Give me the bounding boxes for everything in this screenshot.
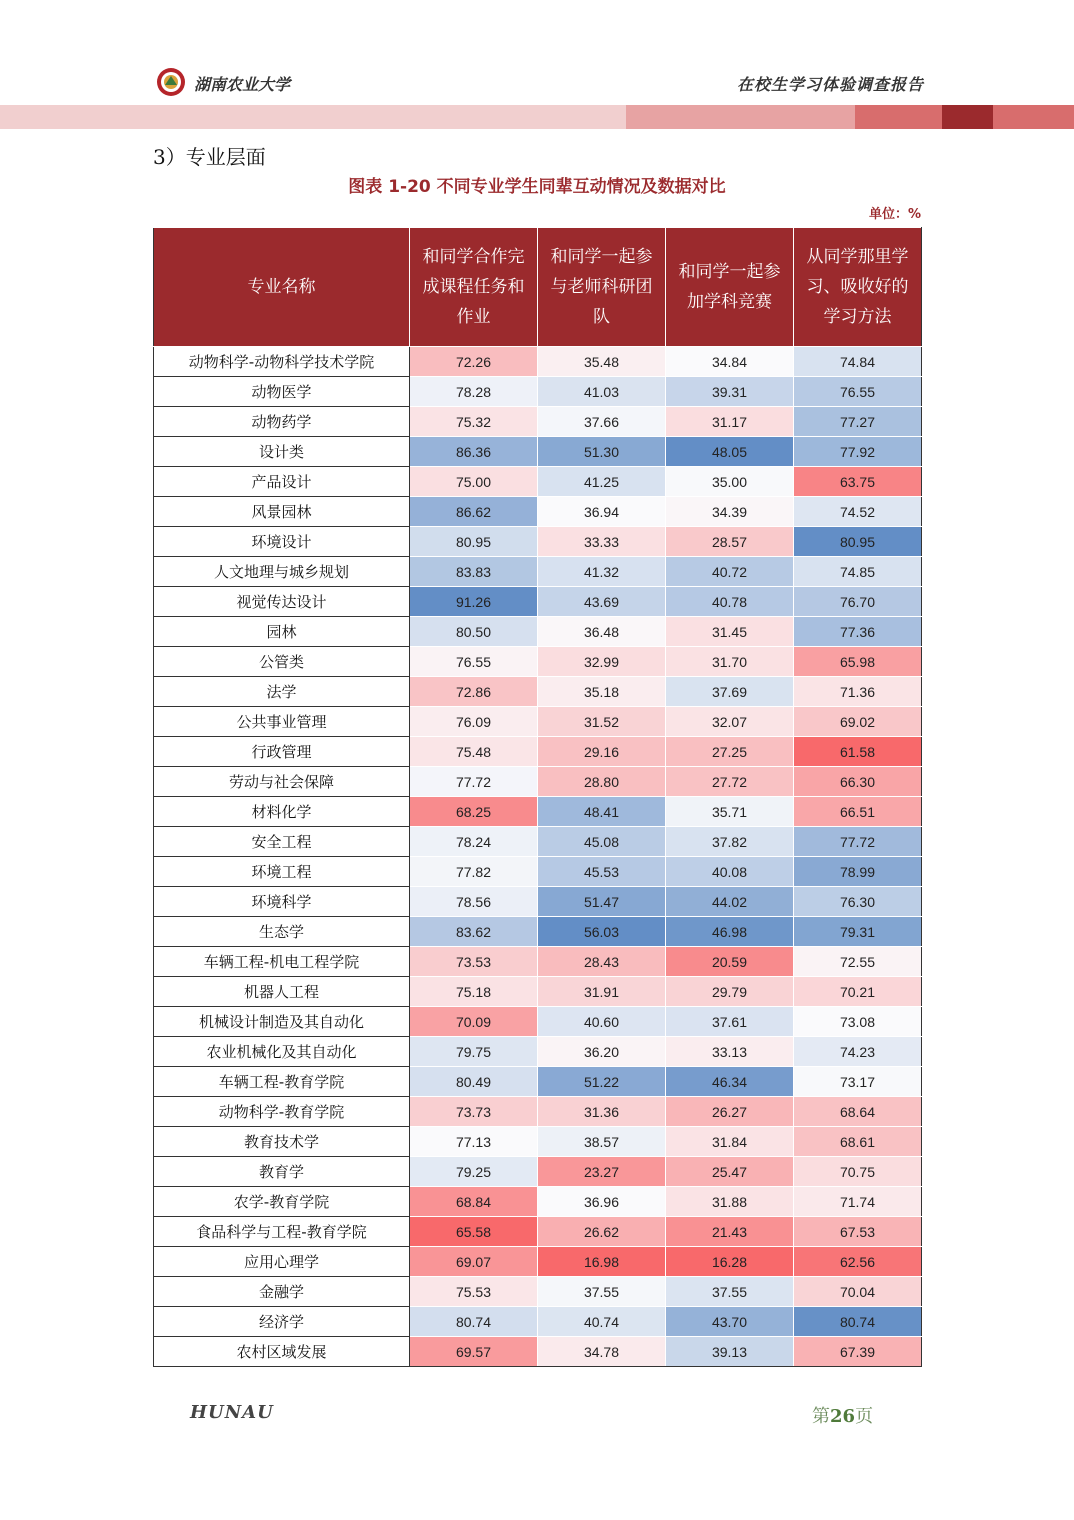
major-name-cell: 劳动与社会保障	[154, 767, 410, 797]
value-cell: 72.55	[794, 947, 922, 977]
table-row	[154, 737, 922, 767]
value-cell: 35.71	[666, 797, 794, 827]
value-cell: 76.55	[794, 377, 922, 407]
header-band-3	[855, 105, 942, 129]
table-row	[154, 1247, 922, 1277]
value-cell: 37.55	[666, 1277, 794, 1307]
major-name-cell: 环境工程	[154, 857, 410, 887]
value-cell: 26.27	[666, 1097, 794, 1127]
table-row	[154, 1037, 922, 1067]
value-cell: 75.18	[410, 977, 538, 1007]
value-cell: 69.07	[410, 1247, 538, 1277]
section-title: 3）专业层面	[153, 145, 266, 169]
value-cell: 69.02	[794, 707, 922, 737]
table-row	[154, 557, 922, 587]
major-name-cell: 材料化学	[154, 797, 410, 827]
table-row	[154, 887, 922, 917]
value-cell: 79.75	[410, 1037, 538, 1067]
value-cell: 28.80	[538, 767, 666, 797]
value-cell: 78.28	[410, 377, 538, 407]
value-cell: 32.99	[538, 647, 666, 677]
value-cell: 31.45	[666, 617, 794, 647]
major-name-cell: 视觉传达设计	[154, 587, 410, 617]
value-cell: 37.66	[538, 407, 666, 437]
value-cell: 31.88	[666, 1187, 794, 1217]
major-name-cell: 应用心理学	[154, 1247, 410, 1277]
value-cell: 56.03	[538, 917, 666, 947]
value-cell: 80.49	[410, 1067, 538, 1097]
major-name-cell: 车辆工程-教育学院	[154, 1067, 410, 1097]
value-cell: 74.84	[794, 347, 922, 377]
value-cell: 77.72	[410, 767, 538, 797]
value-cell: 43.69	[538, 587, 666, 617]
value-cell: 75.32	[410, 407, 538, 437]
header-band-5	[993, 105, 1074, 129]
table-row	[154, 437, 922, 467]
report-title: 在校生学习体验调查报告	[736, 75, 924, 94]
value-cell: 67.53	[794, 1217, 922, 1247]
major-name-cell: 动物医学	[154, 377, 410, 407]
value-cell: 86.62	[410, 497, 538, 527]
value-cell: 77.27	[794, 407, 922, 437]
value-cell: 21.43	[666, 1217, 794, 1247]
value-cell: 66.30	[794, 767, 922, 797]
value-cell: 91.26	[410, 587, 538, 617]
value-cell: 78.56	[410, 887, 538, 917]
major-name-cell: 动物科学-教育学院	[154, 1097, 410, 1127]
value-cell: 37.61	[666, 1007, 794, 1037]
table-row	[154, 347, 922, 377]
value-cell: 37.82	[666, 827, 794, 857]
table-row	[154, 1127, 922, 1157]
major-name-cell: 金融学	[154, 1277, 410, 1307]
value-cell: 35.48	[538, 347, 666, 377]
value-cell: 78.99	[794, 857, 922, 887]
table-row	[154, 467, 922, 497]
header-learning-methods: 从同学那里学习、吸收好的学习方法	[794, 228, 922, 347]
value-cell: 45.53	[538, 857, 666, 887]
table-row	[154, 1007, 922, 1037]
major-name-cell: 人文地理与城乡规划	[154, 557, 410, 587]
value-cell: 75.48	[410, 737, 538, 767]
value-cell: 34.84	[666, 347, 794, 377]
value-cell: 83.62	[410, 917, 538, 947]
table-row	[154, 527, 922, 557]
value-cell: 26.62	[538, 1217, 666, 1247]
value-cell: 66.51	[794, 797, 922, 827]
major-name-cell: 环境科学	[154, 887, 410, 917]
value-cell: 34.78	[538, 1337, 666, 1367]
value-cell: 31.91	[538, 977, 666, 1007]
value-cell: 79.31	[794, 917, 922, 947]
value-cell: 65.98	[794, 647, 922, 677]
value-cell: 77.13	[410, 1127, 538, 1157]
value-cell: 48.41	[538, 797, 666, 827]
value-cell: 80.95	[794, 527, 922, 557]
value-cell: 31.17	[666, 407, 794, 437]
value-cell: 40.60	[538, 1007, 666, 1037]
value-cell: 20.59	[666, 947, 794, 977]
table-row	[154, 1097, 922, 1127]
value-cell: 29.79	[666, 977, 794, 1007]
value-cell: 80.74	[794, 1307, 922, 1337]
value-cell: 37.55	[538, 1277, 666, 1307]
table-row	[154, 677, 922, 707]
value-cell: 74.85	[794, 557, 922, 587]
value-cell: 46.34	[666, 1067, 794, 1097]
major-name-cell: 食品科学与工程-教育学院	[154, 1217, 410, 1247]
value-cell: 71.36	[794, 677, 922, 707]
university-name: 湖南农业大学	[194, 75, 291, 94]
value-cell: 25.47	[666, 1157, 794, 1187]
value-cell: 40.72	[666, 557, 794, 587]
value-cell: 73.08	[794, 1007, 922, 1037]
value-cell: 35.18	[538, 677, 666, 707]
major-name-cell: 动物科学-动物科学技术学院	[154, 347, 410, 377]
value-cell: 68.84	[410, 1187, 538, 1217]
value-cell: 62.56	[794, 1247, 922, 1277]
value-cell: 77.72	[794, 827, 922, 857]
page-suffix: 页	[855, 1406, 874, 1427]
value-cell: 77.82	[410, 857, 538, 887]
value-cell: 31.84	[666, 1127, 794, 1157]
table-row	[154, 1187, 922, 1217]
table-row	[154, 977, 922, 1007]
table-row	[154, 917, 922, 947]
value-cell: 76.30	[794, 887, 922, 917]
value-cell: 31.52	[538, 707, 666, 737]
major-name-cell: 农学-教育学院	[154, 1187, 410, 1217]
table-caption: 图表 1-20 不同专业学生同辈互动情况及数据对比	[348, 177, 726, 197]
header-research-team: 和同学一起参与老师科研团队	[538, 228, 666, 347]
table-row	[154, 827, 922, 857]
footer-logo-text: HUNAU	[190, 1402, 274, 1423]
table-row	[154, 1217, 922, 1247]
value-cell: 75.53	[410, 1277, 538, 1307]
value-cell: 38.57	[538, 1127, 666, 1157]
major-name-cell: 环境设计	[154, 527, 410, 557]
table-header-row	[154, 228, 922, 347]
header-band-4	[942, 105, 993, 129]
value-cell: 83.83	[410, 557, 538, 587]
major-name-cell: 产品设计	[154, 467, 410, 497]
value-cell: 27.25	[666, 737, 794, 767]
value-cell: 43.70	[666, 1307, 794, 1337]
major-name-cell: 教育技术学	[154, 1127, 410, 1157]
unit-label: 单位：%	[868, 207, 921, 222]
value-cell: 63.75	[794, 467, 922, 497]
major-name-cell: 行政管理	[154, 737, 410, 767]
university-logo-icon	[156, 67, 186, 97]
value-cell: 33.13	[666, 1037, 794, 1067]
table-row	[154, 377, 922, 407]
value-cell: 36.96	[538, 1187, 666, 1217]
major-name-cell: 法学	[154, 677, 410, 707]
major-name-cell: 设计类	[154, 437, 410, 467]
value-cell: 23.27	[538, 1157, 666, 1187]
value-cell: 39.13	[666, 1337, 794, 1367]
value-cell: 41.32	[538, 557, 666, 587]
value-cell: 45.08	[538, 827, 666, 857]
table-row	[154, 1157, 922, 1187]
value-cell: 77.92	[794, 437, 922, 467]
value-cell: 44.02	[666, 887, 794, 917]
value-cell: 41.03	[538, 377, 666, 407]
value-cell: 48.05	[666, 437, 794, 467]
value-cell: 51.47	[538, 887, 666, 917]
value-cell: 29.16	[538, 737, 666, 767]
page-prefix: 第	[812, 1406, 830, 1427]
value-cell: 27.72	[666, 767, 794, 797]
value-cell: 65.58	[410, 1217, 538, 1247]
value-cell: 36.94	[538, 497, 666, 527]
value-cell: 37.69	[666, 677, 794, 707]
value-cell: 68.61	[794, 1127, 922, 1157]
value-cell: 80.95	[410, 527, 538, 557]
value-cell: 70.04	[794, 1277, 922, 1307]
value-cell: 73.17	[794, 1067, 922, 1097]
value-cell: 86.36	[410, 437, 538, 467]
value-cell: 68.64	[794, 1097, 922, 1127]
value-cell: 40.08	[666, 857, 794, 887]
value-cell: 75.00	[410, 467, 538, 497]
major-name-cell: 安全工程	[154, 827, 410, 857]
header-course-cooperation: 和同学合作完成课程任务和作业	[410, 228, 538, 347]
value-cell: 79.25	[410, 1157, 538, 1187]
value-cell: 36.20	[538, 1037, 666, 1067]
page-number-value: 26	[830, 1406, 856, 1427]
value-cell: 73.73	[410, 1097, 538, 1127]
major-name-cell: 公管类	[154, 647, 410, 677]
table-row	[154, 1067, 922, 1097]
header-competition: 和同学一起参加学科竞赛	[666, 228, 794, 347]
value-cell: 71.74	[794, 1187, 922, 1217]
value-cell: 70.21	[794, 977, 922, 1007]
value-cell: 40.78	[666, 587, 794, 617]
value-cell: 68.25	[410, 797, 538, 827]
table-row	[154, 1307, 922, 1337]
value-cell: 74.52	[794, 497, 922, 527]
value-cell: 35.00	[666, 467, 794, 497]
table-row	[154, 1277, 922, 1307]
header-band-2	[626, 105, 855, 129]
value-cell: 41.25	[538, 467, 666, 497]
major-name-cell: 动物药学	[154, 407, 410, 437]
table-row	[154, 797, 922, 827]
table-row	[154, 647, 922, 677]
value-cell: 34.39	[666, 497, 794, 527]
table-row	[154, 407, 922, 437]
table-row	[154, 617, 922, 647]
major-name-cell: 公共事业管理	[154, 707, 410, 737]
page-header	[0, 0, 1074, 130]
value-cell: 40.74	[538, 1307, 666, 1337]
value-cell: 76.70	[794, 587, 922, 617]
major-name-cell: 经济学	[154, 1307, 410, 1337]
major-name-cell: 园林	[154, 617, 410, 647]
peer-interaction-table	[153, 227, 922, 1367]
major-name-cell: 生态学	[154, 917, 410, 947]
table-row	[154, 767, 922, 797]
value-cell: 31.70	[666, 647, 794, 677]
value-cell: 16.28	[666, 1247, 794, 1277]
value-cell: 74.23	[794, 1037, 922, 1067]
value-cell: 73.53	[410, 947, 538, 977]
value-cell: 16.98	[538, 1247, 666, 1277]
value-cell: 78.24	[410, 827, 538, 857]
table-row	[154, 947, 922, 977]
value-cell: 32.07	[666, 707, 794, 737]
major-name-cell: 教育学	[154, 1157, 410, 1187]
value-cell: 77.36	[794, 617, 922, 647]
table-row	[154, 587, 922, 617]
value-cell: 61.58	[794, 737, 922, 767]
value-cell: 72.26	[410, 347, 538, 377]
major-name-cell: 车辆工程-机电工程学院	[154, 947, 410, 977]
value-cell: 76.55	[410, 647, 538, 677]
value-cell: 76.09	[410, 707, 538, 737]
header-major-name: 专业名称	[154, 228, 410, 347]
value-cell: 33.33	[538, 527, 666, 557]
major-name-cell: 机械设计制造及其自动化	[154, 1007, 410, 1037]
value-cell: 70.09	[410, 1007, 538, 1037]
value-cell: 36.48	[538, 617, 666, 647]
table-row	[154, 857, 922, 887]
value-cell: 28.43	[538, 947, 666, 977]
value-cell: 67.39	[794, 1337, 922, 1367]
value-cell: 69.57	[410, 1337, 538, 1367]
value-cell: 51.22	[538, 1067, 666, 1097]
value-cell: 39.31	[666, 377, 794, 407]
value-cell: 70.75	[794, 1157, 922, 1187]
page-number	[812, 1402, 873, 1428]
value-cell: 72.86	[410, 677, 538, 707]
major-name-cell: 农村区域发展	[154, 1337, 410, 1367]
major-name-cell: 风景园林	[154, 497, 410, 527]
value-cell: 80.74	[410, 1307, 538, 1337]
major-name-cell: 机器人工程	[154, 977, 410, 1007]
table-row	[154, 707, 922, 737]
major-name-cell: 农业机械化及其自动化	[154, 1037, 410, 1067]
header-band-1	[0, 105, 626, 129]
value-cell: 28.57	[666, 527, 794, 557]
value-cell: 31.36	[538, 1097, 666, 1127]
value-cell: 51.30	[538, 437, 666, 467]
value-cell: 80.50	[410, 617, 538, 647]
table-row	[154, 497, 922, 527]
table-row	[154, 1337, 922, 1367]
value-cell: 46.98	[666, 917, 794, 947]
